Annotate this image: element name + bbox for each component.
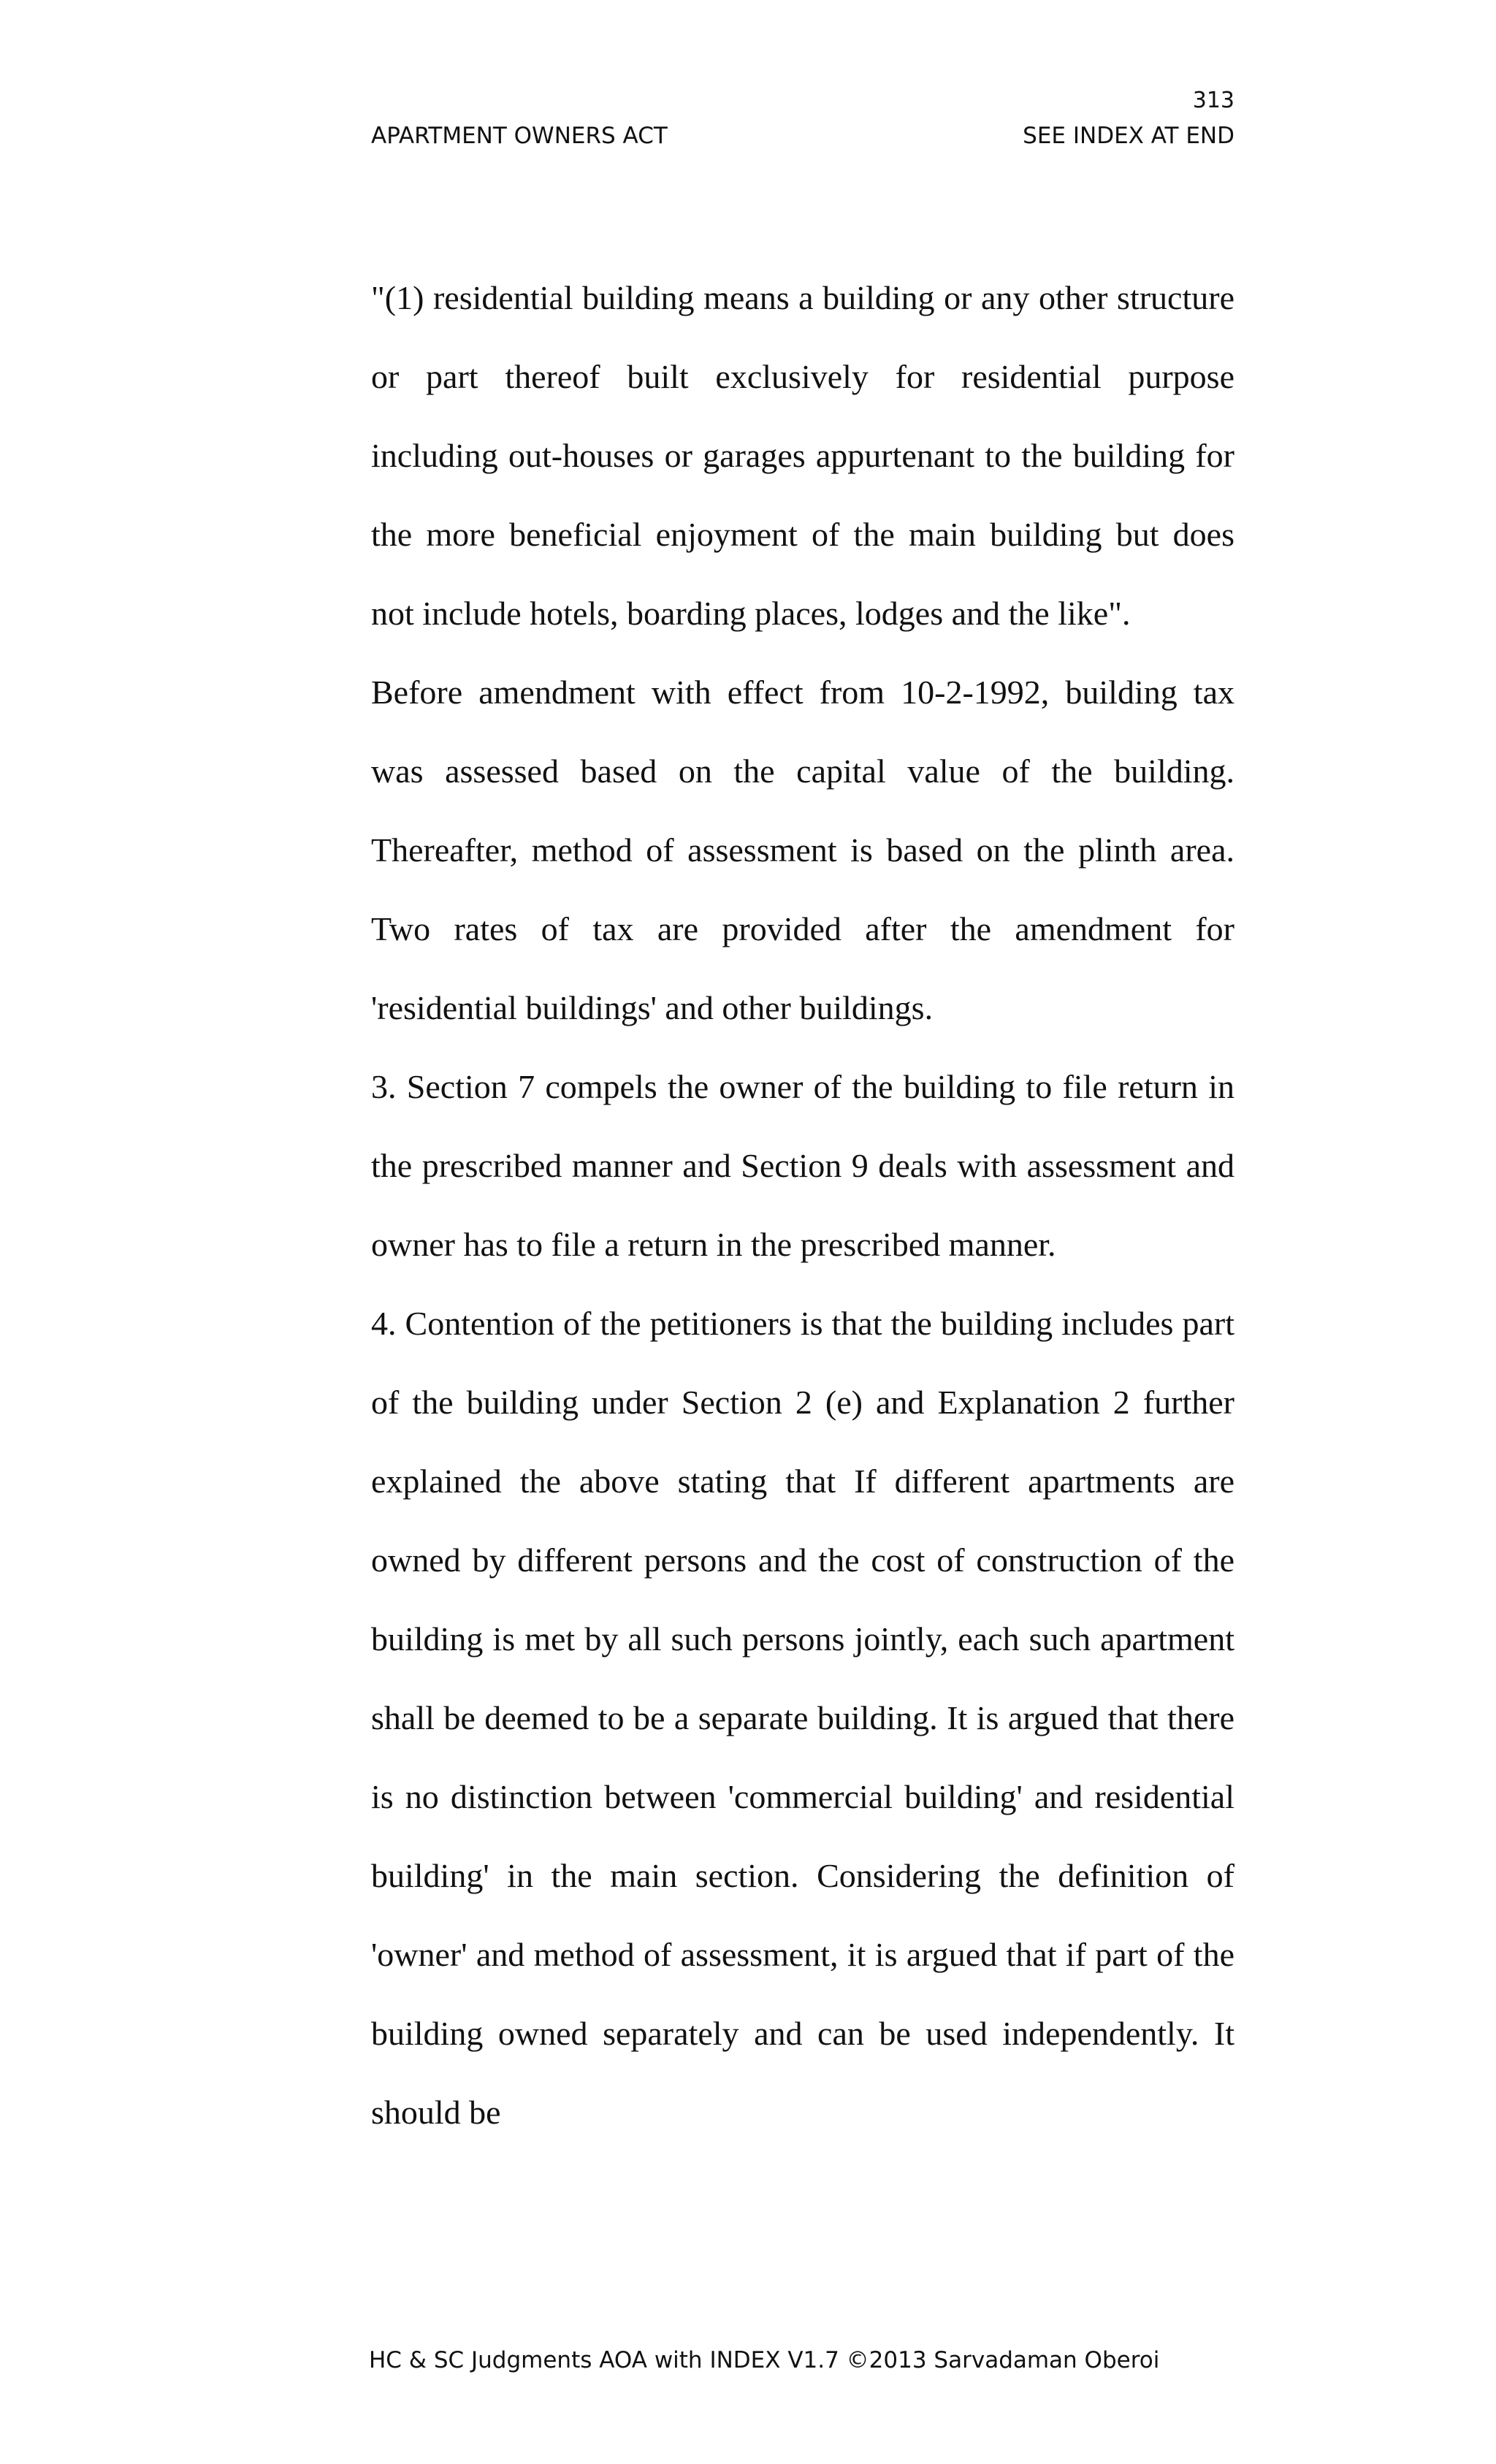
running-header <box>371 123 1234 149</box>
header-index-note: SEE INDEX AT END <box>1023 123 1234 149</box>
paragraph-section-7: 3. Section 7 compels the owner of the building to file return in the prescribed manner and Section 9 deals with assessment and owner has to file a return in the prescribed manner. <box>371 1068 1234 1263</box>
paragraph-amendment: Before amendment with effect from 10-2-1992, building tax was assessed based on the capital value of the building. Thereafter, method of assessment is based on the plinth area. Two rates of tax are provided after the amendment for 'residential buildings' and other buildings. <box>371 674 1234 1026</box>
paragraph-contention: 4. Contention of the petitioners is that the building includes part of the building under Section 2 (e) and Explanation 2 further explained the above stating that If different apartments are owned by different persons and the cost of construction of the building is met by all such persons jointly, each such apartment shall be deemed to be a separate building. It is argued that there is no distinction between 'commercial building' and residential building' in the main section. Considering the definition of 'owner' and method of assessment, it is argued that if part of the building owned separately and can be used independently. It should be <box>371 1305 1234 2131</box>
body-text <box>371 259 1234 2152</box>
footer-copyright: HC & SC Judgments AOA with INDEX V1.7 ©2013 Sarvadaman Oberoi <box>369 2347 1160 2373</box>
header-title: APARTMENT OWNERS ACT <box>371 123 668 149</box>
paragraph-definition-quote: "(1) residential building means a building or any other structure or part thereof built exclusively for residential purpose including out-houses or garages appurtenant to the building for the more beneficial enjoyment of the main building but does not include hotels, boarding places, lodges and the like". <box>371 279 1234 632</box>
page-number: 313 <box>1192 88 1234 113</box>
